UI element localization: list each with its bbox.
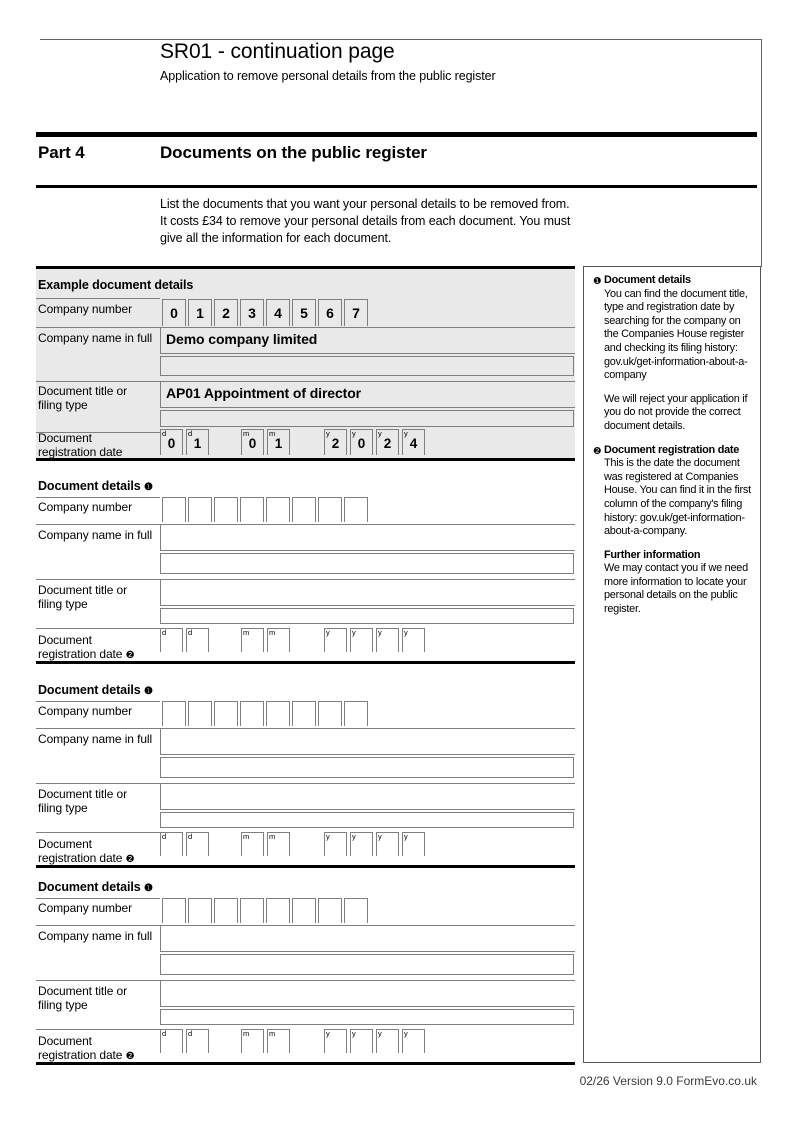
company-name-input-line-1[interactable] (161, 729, 574, 753)
company-number-box[interactable] (344, 497, 368, 522)
day-letter: d (162, 1029, 167, 1038)
field-border (160, 407, 575, 408)
note-marker-1: ❶ (143, 482, 153, 493)
part-label: Part 4 (38, 143, 85, 162)
company-number-comb (162, 497, 368, 522)
section-bottom-border (36, 661, 575, 664)
section-heading: Document details ❶ (38, 880, 153, 894)
company-number-box[interactable] (318, 701, 342, 726)
reg-date-day-box[interactable] (186, 1029, 209, 1053)
footer-version: 02/26 Version 9.0 FormEvo.co.uk (579, 1074, 757, 1088)
month-letter: m (243, 1029, 250, 1038)
day-letter: d (188, 1029, 193, 1038)
reg-date-label-line-1: Document (38, 431, 92, 445)
company-number-box[interactable] (344, 898, 368, 923)
company-name-label: Company name in full (38, 929, 153, 943)
reg-date-label-line-2: registration date ❷ (38, 1048, 135, 1062)
document-title-label-line-2: filing type (38, 998, 88, 1012)
document-details-section-1 (36, 479, 575, 664)
reg-date-month-box: m 1 (267, 429, 290, 455)
reg-date-month-box[interactable] (241, 1029, 264, 1053)
field-border (160, 381, 161, 407)
field-border (160, 809, 575, 810)
section-heading: Document details ❶ (38, 683, 153, 697)
company-number-box[interactable] (344, 701, 368, 726)
year-letter: y (378, 832, 382, 841)
part-intro (160, 196, 570, 247)
form-title: SR01 - continuation page (160, 40, 395, 63)
company-name-input-line-1[interactable] (161, 926, 574, 950)
reg-date-comb (160, 1029, 425, 1053)
field-border (160, 951, 575, 952)
month-letter: m (243, 832, 250, 841)
reg-date-month-box: m 0 (241, 429, 264, 455)
intro-line-3: give all the information for each document. (160, 231, 392, 245)
note-marker-2: ❷ (125, 1051, 135, 1062)
page-right-rule (761, 39, 762, 267)
document-title-label-line-2: filing type (38, 801, 88, 815)
part-top-bar (36, 132, 757, 137)
note-marker-1: ❶ (143, 686, 153, 697)
document-title-input-line-1[interactable] (161, 580, 574, 604)
company-number-label: Company number (38, 901, 132, 915)
company-number-box[interactable] (292, 497, 316, 522)
year-letter: y (352, 1029, 356, 1038)
company-number-box: 6 (318, 299, 342, 326)
example-company-name-value: Demo company limited (166, 331, 318, 347)
company-number-box[interactable] (214, 497, 238, 522)
document-title-label-line-1: Document title or (38, 384, 128, 398)
field-border (160, 1006, 575, 1007)
reg-date-label-line-1: Document (38, 1034, 92, 1048)
document-details-section-2 (36, 683, 575, 868)
reg-date-year-box[interactable] (402, 1029, 425, 1053)
field-border (160, 353, 575, 354)
company-number-box[interactable] (188, 701, 212, 726)
company-number-box: 3 (240, 299, 264, 326)
example-document-details-box (36, 266, 575, 461)
reg-date-day-box[interactable] (160, 1029, 183, 1053)
company-name-label: Company name in full (38, 331, 153, 345)
section-bottom-border (36, 865, 575, 868)
reg-date-day-box[interactable] (160, 832, 183, 856)
document-title-input-line-1[interactable] (161, 784, 574, 808)
part-title: Documents on the public register (160, 143, 427, 162)
company-number-box: 2 (214, 299, 238, 326)
note-title: Further information (604, 548, 701, 561)
reg-date-label-line-2: registration date (38, 445, 123, 459)
example-top-border (36, 266, 575, 269)
note-marker-2: ❷ (125, 854, 135, 865)
document-title-line-2 (160, 410, 574, 427)
reg-date-day-box: d 0 (160, 429, 183, 455)
note-marker-2: ❷ (593, 445, 602, 457)
example-company-number-comb (162, 299, 368, 326)
day-letter: d (162, 832, 167, 841)
example-reg-date-comb (160, 429, 425, 455)
company-number-label: Company number (38, 500, 132, 514)
year-letter: y (326, 429, 330, 438)
year-letter: y (326, 628, 330, 637)
header-top-rule (40, 39, 761, 40)
reg-date-month-box[interactable] (241, 832, 264, 856)
company-number-comb (162, 898, 368, 923)
reg-date-comb (160, 628, 425, 652)
section-heading: Document details ❶ (38, 479, 153, 493)
year-letter: y (404, 832, 408, 841)
company-name-input-line-2[interactable] (160, 553, 574, 574)
note-further-information (593, 549, 755, 617)
reg-date-label-line-1: Document (38, 837, 92, 851)
company-number-box[interactable] (266, 701, 290, 726)
divider (36, 832, 160, 833)
year-letter: y (352, 429, 356, 438)
document-title-label-line-2: filing type (38, 398, 88, 412)
year-letter: y (404, 429, 408, 438)
note-reject-warning (593, 393, 755, 434)
company-number-box[interactable] (318, 497, 342, 522)
month-letter: m (269, 628, 276, 637)
divider (36, 298, 160, 299)
company-number-box[interactable] (162, 497, 186, 522)
note-title: Document details (604, 274, 691, 286)
note-marker-2: ❷ (125, 650, 135, 661)
month-letter: m (269, 832, 276, 841)
company-number-box: 1 (188, 299, 212, 326)
company-number-box[interactable] (240, 898, 264, 923)
form-subtitle: Application to remove personal details from the public register (160, 69, 496, 83)
reg-date-month-box[interactable] (241, 628, 264, 652)
company-number-box[interactable] (292, 701, 316, 726)
company-number-label: Company number (38, 704, 132, 718)
reg-date-year-box[interactable] (350, 1029, 373, 1053)
field-border (160, 754, 575, 755)
company-number-box[interactable] (266, 898, 290, 923)
month-letter: m (243, 429, 250, 438)
divider (36, 327, 575, 328)
note-body: You can find the document title, type and registration date by searching for the company on the Companies House register and checking its filing history: gov.uk/get-information-about-a-company (604, 287, 748, 382)
reg-date-year-box[interactable] (324, 832, 347, 856)
year-letter: y (378, 628, 382, 637)
company-number-box[interactable] (188, 898, 212, 923)
field-border (160, 327, 161, 353)
note-document-details (593, 274, 755, 383)
reg-date-label-line-1: Document (38, 633, 92, 647)
reg-date-year-box: y 2 (324, 429, 347, 455)
intro-line-2: It costs £34 to remove your personal details from each document. You must (160, 214, 571, 228)
note-marker-1: ❶ (143, 883, 153, 894)
section-bottom-border (36, 1062, 575, 1065)
company-name-line-2 (160, 356, 574, 376)
reg-date-year-box[interactable] (376, 1029, 399, 1053)
divider (36, 381, 575, 382)
reg-date-year-box[interactable] (402, 832, 425, 856)
document-title-label-line-2: filing type (38, 597, 88, 611)
document-title-input-line-2[interactable] (160, 608, 574, 624)
year-letter: y (378, 1029, 382, 1038)
company-number-box[interactable] (240, 497, 264, 522)
day-letter: d (188, 429, 193, 438)
reg-date-label-line-2: registration date ❷ (38, 851, 135, 865)
year-letter: y (404, 1029, 408, 1038)
reg-date-month-box[interactable] (267, 832, 290, 856)
company-number-comb (162, 701, 368, 726)
year-letter: y (326, 832, 330, 841)
company-name-label: Company name in full (38, 528, 153, 542)
divider (36, 497, 160, 498)
document-title-input-line-2[interactable] (160, 1009, 574, 1025)
document-title-input-line-1[interactable] (161, 981, 574, 1005)
reg-date-year-box[interactable] (402, 628, 425, 652)
year-letter: y (404, 628, 408, 637)
month-letter: m (243, 628, 250, 637)
example-document-title-value: AP01 Appointment of director (166, 385, 362, 401)
company-number-box: 0 (162, 299, 186, 326)
reg-date-day-box: d 1 (186, 429, 209, 455)
part-underline (36, 185, 757, 188)
company-name-label: Company name in full (38, 732, 153, 746)
reg-date-year-box: y 2 (376, 429, 399, 455)
document-title-input-line-2[interactable] (160, 812, 574, 828)
month-letter: m (269, 429, 276, 438)
day-letter: d (188, 628, 193, 637)
divider (36, 898, 160, 899)
divider (36, 701, 160, 702)
company-number-box[interactable] (214, 898, 238, 923)
company-number-box: 7 (344, 299, 368, 326)
company-number-box[interactable] (266, 497, 290, 522)
company-number-box[interactable] (292, 898, 316, 923)
note-marker-1: ❶ (593, 276, 602, 287)
company-name-input-line-2[interactable] (160, 954, 574, 975)
company-number-box: 5 (292, 299, 316, 326)
reg-date-year-box[interactable] (376, 628, 399, 652)
reg-date-year-box[interactable] (350, 832, 373, 856)
year-letter: y (326, 1029, 330, 1038)
year-letter: y (378, 429, 382, 438)
reg-date-year-box[interactable] (324, 628, 347, 652)
document-details-section-3 (36, 880, 575, 1065)
divider (36, 1029, 160, 1030)
note-registration-date (593, 444, 755, 539)
reg-date-day-box[interactable] (160, 628, 183, 652)
company-number-box[interactable] (162, 701, 186, 726)
company-number-box: 4 (266, 299, 290, 326)
reg-date-year-box: y 0 (350, 429, 373, 455)
month-letter: m (269, 1029, 276, 1038)
field-border (160, 550, 575, 551)
company-number-box[interactable] (318, 898, 342, 923)
intro-line-1: List the documents that you want your personal details to be removed from. (160, 197, 570, 211)
reg-date-year-box[interactable] (376, 832, 399, 856)
company-number-box[interactable] (162, 898, 186, 923)
reg-date-month-box[interactable] (267, 628, 290, 652)
day-letter: d (188, 832, 193, 841)
company-number-box[interactable] (214, 701, 238, 726)
reg-date-year-box: y 4 (402, 429, 425, 455)
reg-date-day-box[interactable] (186, 832, 209, 856)
year-letter: y (352, 832, 356, 841)
document-title-label-line-1: Document title or (38, 583, 128, 597)
note-body: This is the date the document was registered at Companies House. You can find it in the first column of the company's filing history: gov.uk/get-information-about-a-company. (604, 457, 751, 538)
document-title-label-line-1: Document title or (38, 787, 128, 801)
year-letter: y (352, 628, 356, 637)
field-border (160, 605, 575, 606)
company-number-box[interactable] (188, 497, 212, 522)
reg-date-year-box[interactable] (324, 1029, 347, 1053)
sidebar-notes (583, 266, 761, 1063)
reg-date-day-box[interactable] (186, 628, 209, 652)
example-heading: Example document details (38, 278, 194, 292)
note-body: We may contact you if we need more information to locate your personal details on the public register. (604, 562, 748, 616)
day-letter: d (162, 429, 167, 438)
company-number-box[interactable] (240, 701, 264, 726)
company-name-input-line-2[interactable] (160, 757, 574, 778)
reg-date-comb (160, 832, 425, 856)
reg-date-month-box[interactable] (267, 1029, 290, 1053)
note-title: Document registration date (604, 443, 740, 456)
note-body: We will reject your application if you do not provide the correct document details. (604, 392, 748, 432)
document-title-label-line-1: Document title or (38, 984, 128, 998)
reg-date-year-box[interactable] (350, 628, 373, 652)
company-name-input-line-1[interactable] (161, 525, 574, 549)
company-number-label: Company number (38, 302, 132, 316)
reg-date-label-line-2: registration date ❷ (38, 647, 135, 661)
day-letter: d (162, 628, 167, 637)
divider (36, 628, 160, 629)
